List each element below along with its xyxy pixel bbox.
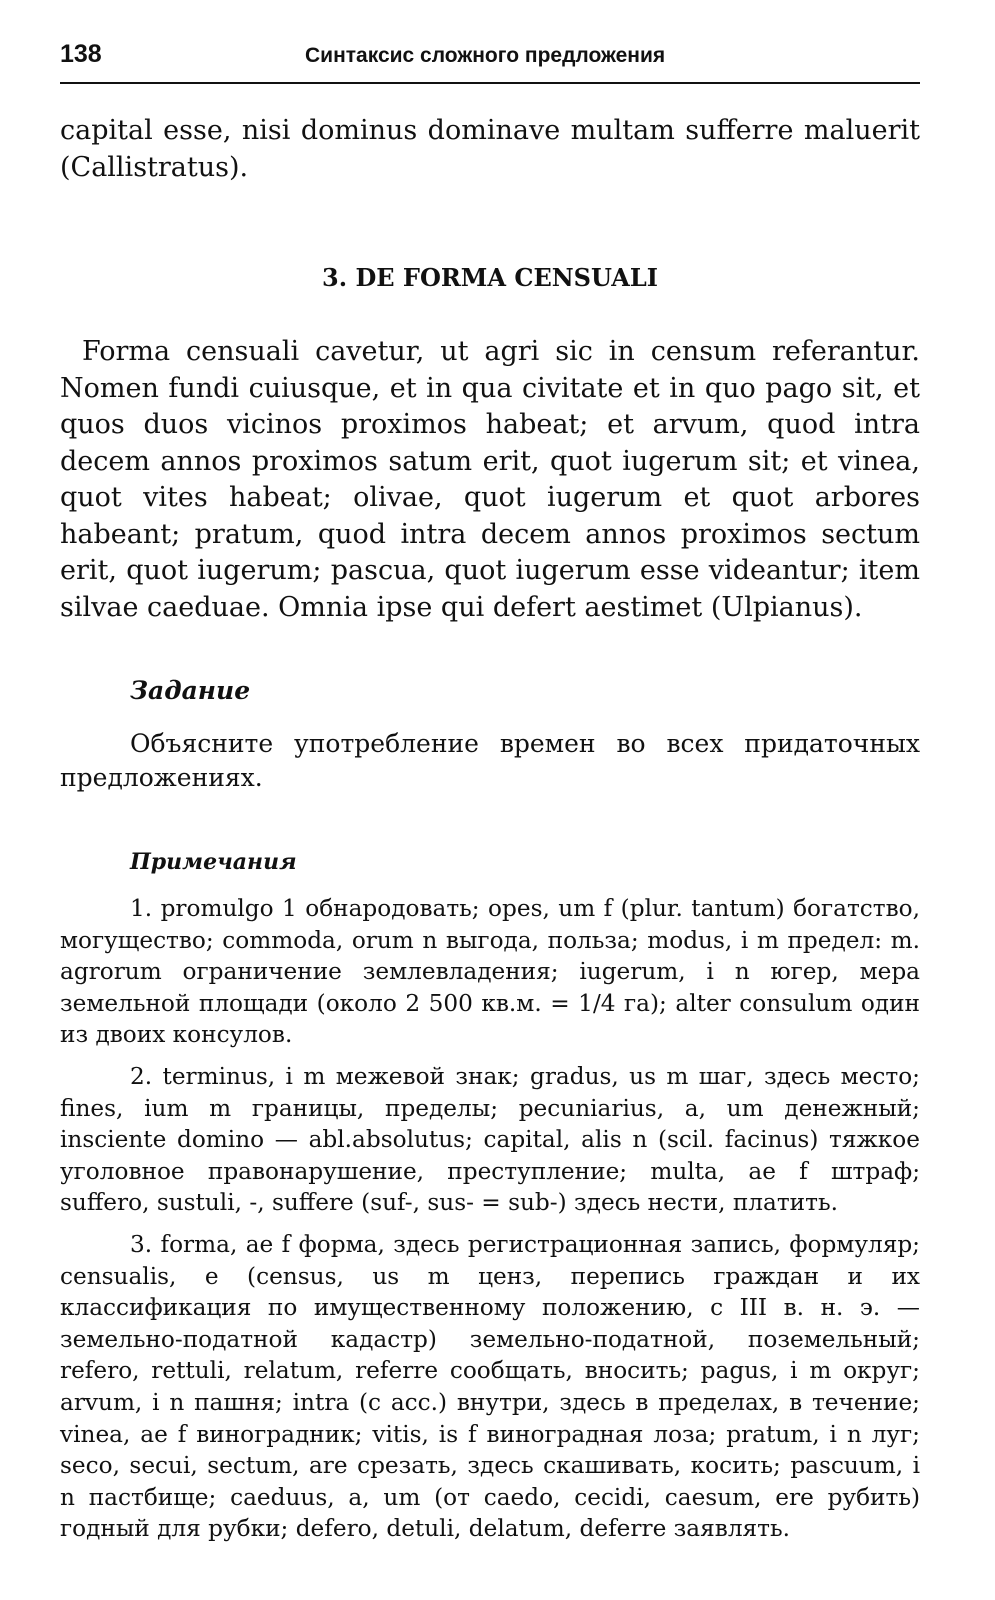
task-heading: Задание <box>130 676 251 705</box>
notes-heading: Примечания <box>130 849 297 875</box>
note-item: 2. terminus, i m межевой знак; gradus, us m шаг, здесь место; fines, ium m границы, пределы; pecuniarius, a, um денежный; insciente domino — abl.absolutus; capital, alis n (scil. facinus) тяжкое уголовное правонарушение, преступление; multa, ae f штраф; suffero, sustuli, -, suffere (suf-, sus- = sub-) здесь нести, платить. <box>60 1062 920 1217</box>
note-item: 1. promulgo 1 обнародовать; opes, um f (plur. tantum) богатство, могущество; commoda, orum n выгода, польза; modus, i m предел: m. agrorum ограничение землевладения; iugerum, i n югер, мера земельной площади (около 2 500 кв.м. = 1/4 га); alter consulum один из двоих консулов. <box>60 895 920 1049</box>
page-number: 138 <box>60 40 102 68</box>
continuation-paragraph: capital esse, nisi dominus dominave multam sufferre maluerit (Callistratus). <box>60 115 920 183</box>
section-paragraph: Forma censuali cavetur, ut agri sic in censum referantur. Nomen fundi cuiusque, et in qua civitate et in quo pago sit, et quos duos vicinos proximos habeat; et arvum, quod intra decem annos proximos satum erit, quot iugerum sit; et vinea, quot vites habeat; olivae, quot iugerum et quot arbores habeant; pratum, quod intra decem annos proximos sectum erit, quot iugerum; pascua, quot iugerum esse videantur; item silvae caeduae. Omnia ipse qui defert aestimet (Ulpianus). <box>60 336 920 623</box>
running-title: Синтаксис сложного предложения <box>305 44 666 67</box>
section-title: 3. DE FORMA CENSUALI <box>322 263 658 292</box>
task-text: Объясните употребление времен во всех придаточных предложениях. <box>60 729 920 792</box>
page <box>60 40 920 1545</box>
note-item: 3. forma, ae f форма, здесь регистрационная запись, формуляр; censualis, e (census, us m ценз, перепись граждан и их классификация по имущественному положению, с III в. н. э. — земельно-податной кадастр) земельно-податной, поземельный; refero, rettuli, relatum, referre сообщать, вносить; pagus, i m округ; arvum, i n пашня; intra (с acc.) внутри, здесь в пределах, в течение; vinea, ae f виноградник; vitis, is f виноградная лоза; pratum, i n луг; seco, secui, sectum, are срезать, здесь скашивать, косить; pascuum, i n пастбище; caeduus, a, um (от caedo, cecidi, caesum, ere рубить) годный для рубки; defero, detuli, delatum, deferre заявлять. <box>60 1230 920 1543</box>
page-header <box>60 40 920 84</box>
